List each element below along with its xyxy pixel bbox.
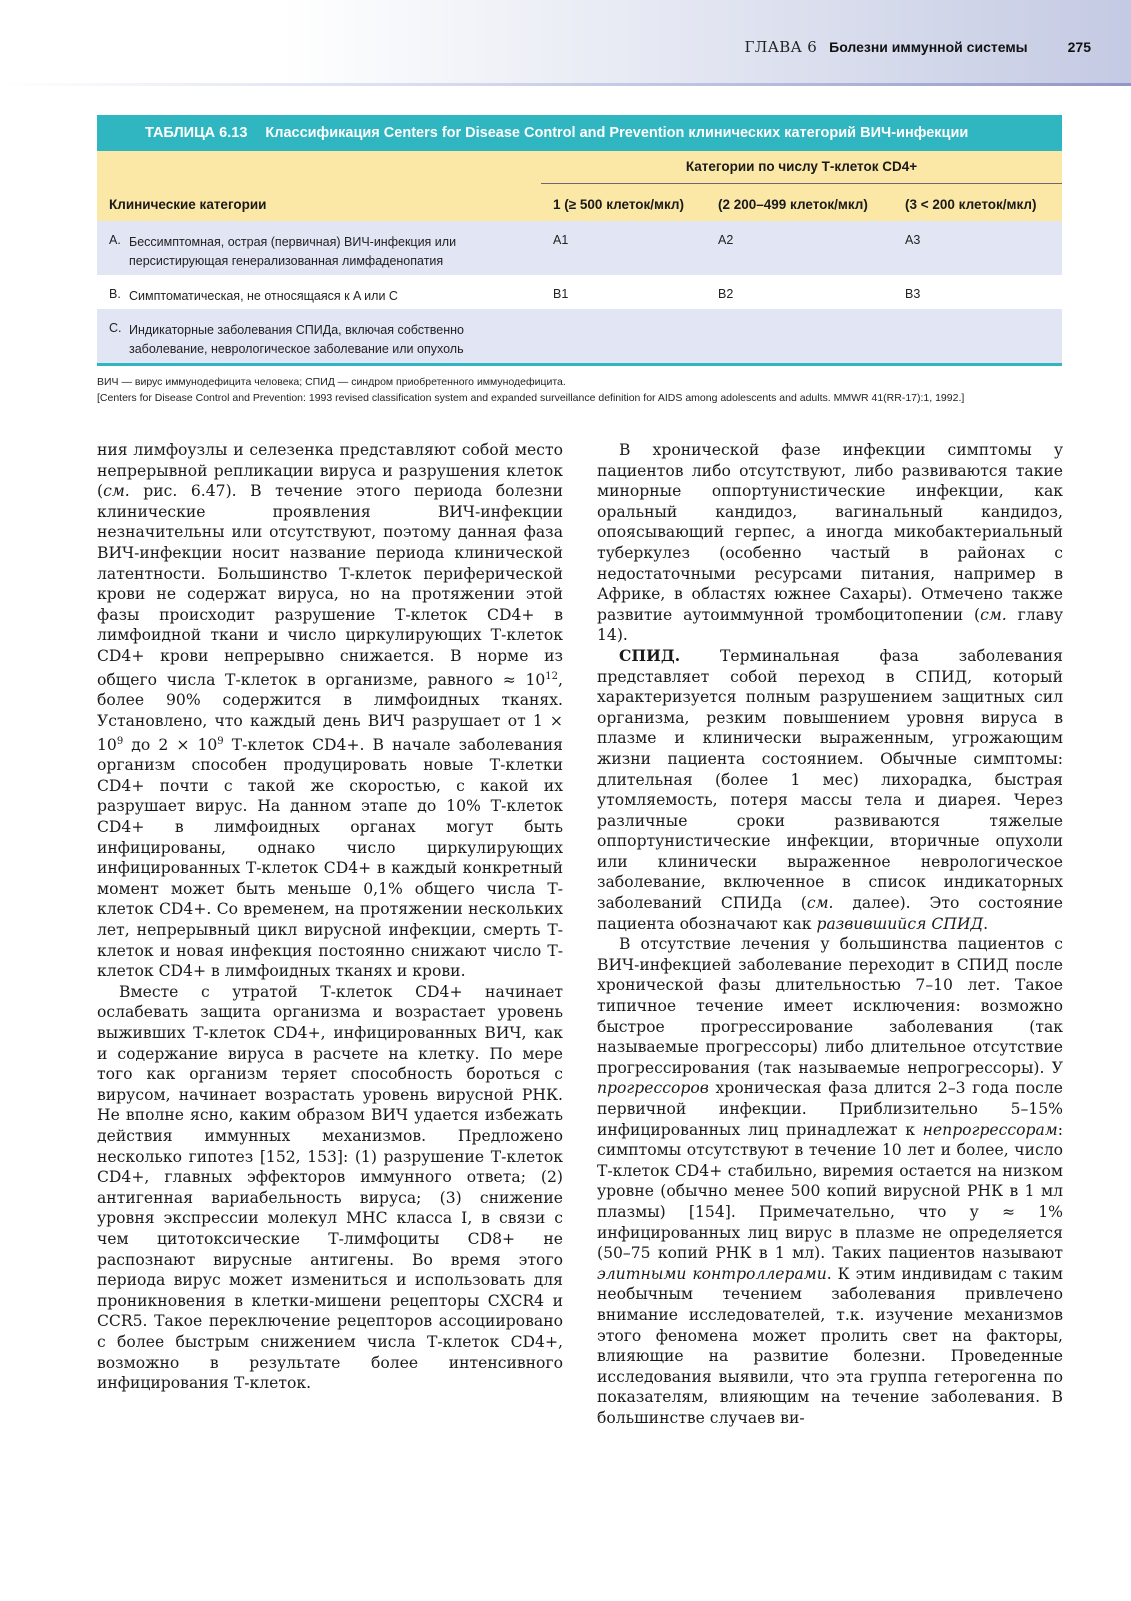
cell-cat-3: B3 [905, 287, 921, 301]
table-bottom-rule [97, 363, 1062, 366]
table-header [97, 151, 1062, 221]
text-run: Т-клеток CD4+. В начале заболевания организм способен продуцировать новые Т-клетки CD4+ почти с такой же скоростью, с какой их разрушает вирус. На данном этапе до 10% Т-клеток CD4+ в лимфоидных органах могут быть инфицированы, однако число циркулирующих инфицированных Т-клеток CD4+ в каждый конкретный момент может быть меньше 0,1% общего числа Т-клеток CD4+. Со временем, на протяжении нескольких лет, непрерывный цикл вирусной инфекции, смерть Т-клеток и новая инфекция постоянно снижают число Т-клеток CD4+ в лимфоидных тканях и крови. [97, 735, 563, 981]
running-head [745, 38, 1091, 58]
row-description: Бессимптомная, острая (первичная) ВИЧ-инфекция или персистирующая генерализованная лимфаденопатия [129, 235, 457, 268]
text-run: В отсутствие лечения у большинства пациентов с ВИЧ-инфекцией заболевание переходит в СПИД после хронической фазы длительностью 7–10 лет. Такое типичное течение имеет исключения: возможно быстрое прогрессирование заболевания (так называемые прогрессоры) либо длительное отсутствие прогрессирования (так называемые непрогрессоры). У [597, 935, 1063, 1077]
chapter-label: ГЛАВА 6 [744, 38, 818, 56]
term: прогрессоров [597, 1079, 709, 1098]
row-description: Индикаторные заболевания СПИДа, включая собственно заболевание, неврологическое заболевание или опухоль [129, 323, 464, 356]
cell-cat-2: B2 [718, 287, 734, 301]
clinical-categories-header: Клинические категории [109, 197, 267, 212]
text-run: : симптомы отсутствуют в течение 10 лет и более, число Т-клеток CD4+ стабильно, виремия остается на низком уровне (обычно менее 500 копий вирусной РНК в 1 мл плазмы) [154]. Примечательно, что у ≈ 1% инфицированных лиц вирус в плазме не определяется (50–75 копий РНК в 1 мл). Таких пациентов называют [597, 1120, 1063, 1263]
page-number: 275 [1067, 39, 1091, 55]
table-row [97, 309, 1062, 363]
text-run: рис. 6.47). В течение этого периода болезни клинические проявления ВИЧ-инфекции незначительны или отсутствуют, поэтому данная фаза ВИЧ-инфекции носит название периода клинической латентности. Большинство Т-клеток периферической крови не содержат вируса, но на протяжении этой фазы происходит разрушение Т-клеток CD4+ в лимфоидной ткани и число циркулирующих Т-клеток CD4+ крови непрерывно снижается. В норме из общего числа Т-клеток в организме, равного ≈ 10 [97, 482, 563, 689]
exponent: 12 [545, 670, 559, 682]
row-letter: A. [109, 233, 121, 247]
table-number: ТАБЛИЦА 6.13 [145, 125, 248, 141]
text-run: В хронической фазе инфекции симптомы у пациентов либо отсутствуют, либо развиваются такие минорные оппортунистические инфекции, как оральный кандидоз, вагинальный кандидоз, опоясывающий герпес, а иногда микобактериальный туберкулез (особенно частый в районах с недостаточными ресурсами питания, например в Африке, в областях южнее Сахары). Отмечено также развитие аутоиммунной тромбоцитопении ( [597, 441, 1063, 624]
column-header-1: 1 (≥ 500 клеток/мкл) [553, 197, 685, 212]
text-run: ния лимфоузлы и селезенка представляют собой место непрерывной репликации вируса и разрушения клеток ( [97, 441, 563, 501]
cell-cat-3: A3 [905, 233, 921, 247]
cd4-group-header: Категории по числу Т-клеток CD4+ [541, 151, 1062, 184]
table-title: Классификация Centers for Disease Control and Prevention клинических категорий ВИЧ-инфекции [265, 125, 969, 141]
cell-cat-1: A1 [553, 233, 569, 247]
header-rule [0, 83, 1131, 86]
text-run: далее). Это состояние пациента обозначают как [597, 894, 1063, 933]
text-run: , более 90% содержится в лимфоидных тканях. Установлено, что каждый день ВИЧ разрушает от 1 × 10 [97, 670, 563, 754]
term: развившийся СПИД [816, 914, 984, 933]
term: элитными контроллерами [597, 1264, 827, 1283]
row-letter: B. [109, 287, 121, 301]
table-row [97, 275, 1062, 309]
see-ref: см. [980, 605, 1007, 624]
cell-cat-1: B1 [553, 287, 569, 301]
row-description: Симптоматическая, не относящаяся к A или C [129, 289, 398, 303]
paragraph [597, 440, 1063, 646]
see-ref: см. [103, 482, 130, 501]
text-run: Терминальная фаза заболевания представляет собой переход в СПИД, который характеризуется полным разрушением защитных сил организма, резким повышением уровня вируса в плазме и клинически выраженным, угрожающим жизни пациента состоянием. Обычные симптомы: длительная (более 1 мес) лихорадка, быстрая утомляемость, потеря массы тела и диарея. Через различные сроки развиваются тяжелые оппортунистические инфекции, вторичные опухоли или клинически выраженное неврологическое заболевание, включенное в список индикаторных заболеваний СПИДа ( [597, 646, 1063, 913]
text-run: хроническая фаза длится 2–3 года после первичной инфекции. Приблизительно 5–15% инфицированных лиц принадлежат к [597, 1079, 1063, 1139]
footnote-source: [Centers for Disease Control and Prevention: 1993 revised classification system and expanded surveillance definition for AIDS among adolescents and adults. MMWR 41(RR-17):1, 1992.] [97, 392, 965, 404]
text-run: до 2 × 10 [123, 735, 218, 754]
footnote-abbreviations: ВИЧ — вирус иммунодефицита человека; СПИД — синдром приобретенного иммунодефицита. [97, 376, 566, 388]
left-column [97, 440, 563, 1394]
exponent: 9 [217, 735, 224, 747]
table-footnotes [97, 374, 1062, 406]
paragraph [97, 440, 563, 982]
table-row [97, 221, 1062, 275]
row-letter: C. [109, 321, 122, 335]
section-run-in-head: СПИД. [619, 645, 681, 665]
cell-cat-2: A2 [718, 233, 734, 247]
table-caption [97, 115, 1062, 151]
classification-table [97, 115, 1062, 406]
chapter-title: Болезни иммунной системы [829, 39, 1028, 55]
text-run: . [983, 914, 989, 933]
text-run: главу 14). [597, 605, 1063, 645]
term: непрогрессорам [922, 1120, 1058, 1139]
column-header-3: (3 < 200 клеток/мкл) [905, 197, 1037, 212]
paragraph [597, 934, 1063, 1428]
exponent: 9 [116, 735, 124, 747]
paragraph [597, 646, 1063, 934]
right-column [597, 440, 1063, 1429]
see-ref: см. [806, 894, 834, 913]
paragraph: Вместе с утратой Т-клеток CD4+ начинает ослабевать защита организма и возрастает уровень выживших Т-клеток CD4+, инфицированных ВИЧ, как и содержание вируса в расчете на клетку. По мере того как организм теряет способность бороться с вирусом, начинает возрастать уровень вирусной РНК. Не вполне ясно, каким образом ВИЧ удается избежать действия иммунных механизмов. Предложено несколько гипотез [152, 153]: (1) разрушение Т-клеток CD4+, главных эффекторов иммунного ответа; (2) антигенная вариабельность вируса; (3) снижение уровня экспрессии молекул MHC класса I, в связи с чем цитотоксические Т-лимфоциты CD8+ не распознают вирусные антигены. Во время этого периода вирус может измениться и использовать для проникновения в клетки-мишени рецепторы CXCR4 и CCR5. Такое переключение рецепторов ассоциировано с более быстрым снижением числа Т-клеток CD4+, возможно в результате более интенсивного инфицирования Т-клеток. [97, 982, 563, 1393]
text-run: . К этим индивидам с таким необычным течением заболевания привлечено внимание исследователей, т.к. изучение механизмов этого феномена может пролить свет на факторы, влияющие на развитие болезни. Проведенные исследования выявили, что эта группа гетерогенна по показателям, влияющим на течение заболевания. В большинстве случаев ви- [597, 1264, 1063, 1427]
column-header-2: (2 200–499 клеток/мкл) [718, 197, 868, 212]
